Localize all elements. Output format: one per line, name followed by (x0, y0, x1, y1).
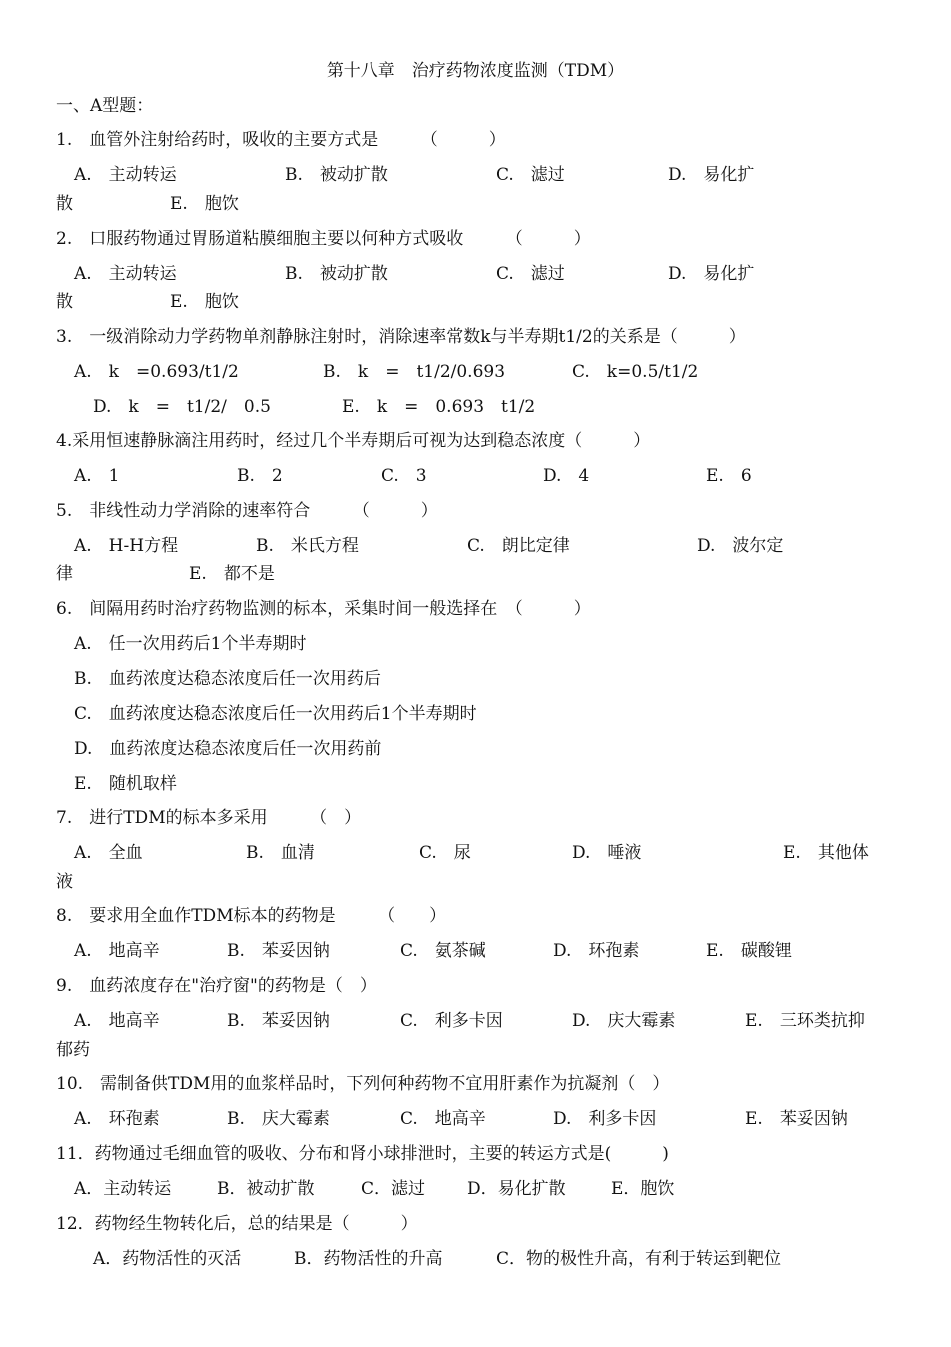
q2-option-b: B. 被动扩散 (285, 264, 388, 284)
q11-option-b: B．被动扩散 (217, 1179, 315, 1199)
q5-option-c: C. 朗比定律 (467, 536, 570, 556)
q5-option-e: E. 都不是 (189, 564, 275, 584)
q6-option-e: E. 随机取样 (74, 774, 177, 794)
q1-option-d: D. 易化扩 (668, 165, 755, 185)
q7-option-a: A. 全血 (74, 843, 143, 863)
question-6-stem: 6. 间隔用药时治疗药物监测的标本，采集时间一般选择在 （ ） (56, 599, 591, 619)
q4-option-a: A. 1 (74, 466, 120, 486)
q8-option-e: E. 碳酸锂 (706, 941, 792, 961)
q5-option-a: A. H-H方程 (74, 536, 179, 556)
q4-option-d: D. 4 (543, 466, 590, 486)
q3-option-b: B. k = t1/2/0.693 (323, 362, 506, 382)
q3-option-a: A. k =0.693/t1/2 (74, 362, 239, 382)
q1-option-c: C. 滤过 (496, 165, 565, 185)
q4-option-c: C. 3 (381, 466, 427, 486)
q4-option-b: B. 2 (237, 466, 283, 486)
q6-option-d: D. 血药浓度达稳态浓度后任一次用药前 (74, 739, 382, 759)
q12-option-b: B．药物活性的升高 (294, 1249, 443, 1269)
q4-option-e: E. 6 (706, 466, 752, 486)
q7-option-b: B. 血清 (246, 843, 315, 863)
q11-option-c: C．滤过 (361, 1179, 426, 1199)
q8-option-d: D. 环孢素 (553, 941, 640, 961)
q9-option-b: B. 苯妥因钠 (227, 1011, 330, 1031)
q10-option-d: D. 利多卡因 (553, 1109, 657, 1129)
question-1-stem: 1. 血管外注射给药时，吸收的主要方式是 （ ） (56, 130, 506, 150)
question-3-stem: 3. 一级消除动力学药物单剂静脉注射时，消除速率常数k与半寿期t1/2的关系是（ ） (56, 327, 746, 347)
question-10-stem: 10. 需制备供TDM用的血浆样品时，下列何种药物不宜用肝素作为抗凝剂（ ） (56, 1074, 670, 1094)
q9-option-e: E. 三环类抗抑 (745, 1011, 865, 1031)
q2-option-a: A. 主动转运 (74, 264, 177, 284)
q12-option-c: C．物的极性升高，有利于转运到靶位 (496, 1249, 782, 1269)
q9-option-e-wrap: 郁药 (56, 1040, 90, 1060)
q8-option-c: C. 氨茶碱 (400, 941, 486, 961)
q1-option-d-wrap: 散 (56, 194, 73, 214)
q6-option-a: A. 任一次用药后1个半寿期时 (74, 634, 307, 654)
q6-option-b: B. 血药浓度达稳态浓度后任一次用药后 (74, 669, 381, 689)
q1-option-e: E. 胞饮 (170, 194, 239, 214)
question-12-stem: 12．药物经生物转化后，总的结果是（ ） (56, 1214, 418, 1234)
question-11-stem: 11．药物通过毛细血管的吸收、分布和肾小球排泄时，主要的转运方式是( ) (56, 1144, 669, 1164)
question-4-stem: 4.采用恒速静脉滴注用药时，经过几个半寿期后可视为达到稳态浓度（ ） (56, 431, 651, 451)
question-8-stem: 8. 要求用全血作TDM标本的药物是 （ ） (56, 906, 447, 926)
q1-option-b: B. 被动扩散 (285, 165, 388, 185)
q9-option-d: D. 庆大霉素 (572, 1011, 676, 1031)
q3-option-c: C. k=0.5/t1/2 (572, 362, 699, 382)
chapter-title: 第十八章 治疗药物浓度监测（TDM） (326, 61, 625, 81)
q10-option-a: A. 环孢素 (74, 1109, 160, 1129)
q11-option-d: D．易化扩散 (467, 1179, 566, 1199)
question-7-stem: 7. 进行TDM的标本多采用 （ ） (56, 808, 362, 828)
q11-option-e: E．胞饮 (611, 1179, 675, 1199)
q2-option-d: D. 易化扩 (668, 264, 755, 284)
q7-option-d: D. 唾液 (572, 843, 642, 863)
q10-option-c: C. 地高辛 (400, 1109, 486, 1129)
section-heading: 一、A型题： (56, 96, 154, 116)
q7-option-e-wrap: 液 (56, 872, 73, 892)
q5-option-d-wrap: 律 (56, 564, 73, 584)
q2-option-d-wrap: 散 (56, 292, 73, 312)
q10-option-e: E. 苯妥因钠 (745, 1109, 848, 1129)
q11-option-a: A．主动转运 (74, 1179, 172, 1199)
q12-option-a: A．药物活性的灭活 (93, 1249, 242, 1269)
q6-option-c: C. 血药浓度达稳态浓度后任一次用药后1个半寿期时 (74, 704, 477, 724)
question-5-stem: 5. 非线性动力学消除的速率符合 （ ） (56, 501, 438, 521)
q3-option-e: E. k = 0.693 t1/2 (342, 397, 536, 417)
q7-option-e: E. 其他体 (783, 843, 869, 863)
question-9-stem: 9. 血药浓度存在"治疗窗"的药物是（ ） (56, 976, 377, 996)
q5-option-d: D. 波尔定 (697, 536, 784, 556)
q8-option-b: B. 苯妥因钠 (227, 941, 330, 961)
q9-option-c: C. 利多卡因 (400, 1011, 503, 1031)
q9-option-a: A. 地高辛 (74, 1011, 160, 1031)
q5-option-b: B. 米氏方程 (256, 536, 359, 556)
q7-option-c: C. 尿 (419, 843, 471, 863)
q10-option-b: B. 庆大霉素 (227, 1109, 330, 1129)
q2-option-c: C. 滤过 (496, 264, 565, 284)
q1-option-a: A. 主动转运 (74, 165, 177, 185)
q3-option-d: D. k = t1/2/ 0.5 (93, 397, 271, 417)
question-2-stem: 2. 口服药物通过胃肠道粘膜细胞主要以何种方式吸收 （ ） (56, 229, 591, 249)
q2-option-e: E. 胞饮 (170, 292, 239, 312)
q8-option-a: A. 地高辛 (74, 941, 160, 961)
